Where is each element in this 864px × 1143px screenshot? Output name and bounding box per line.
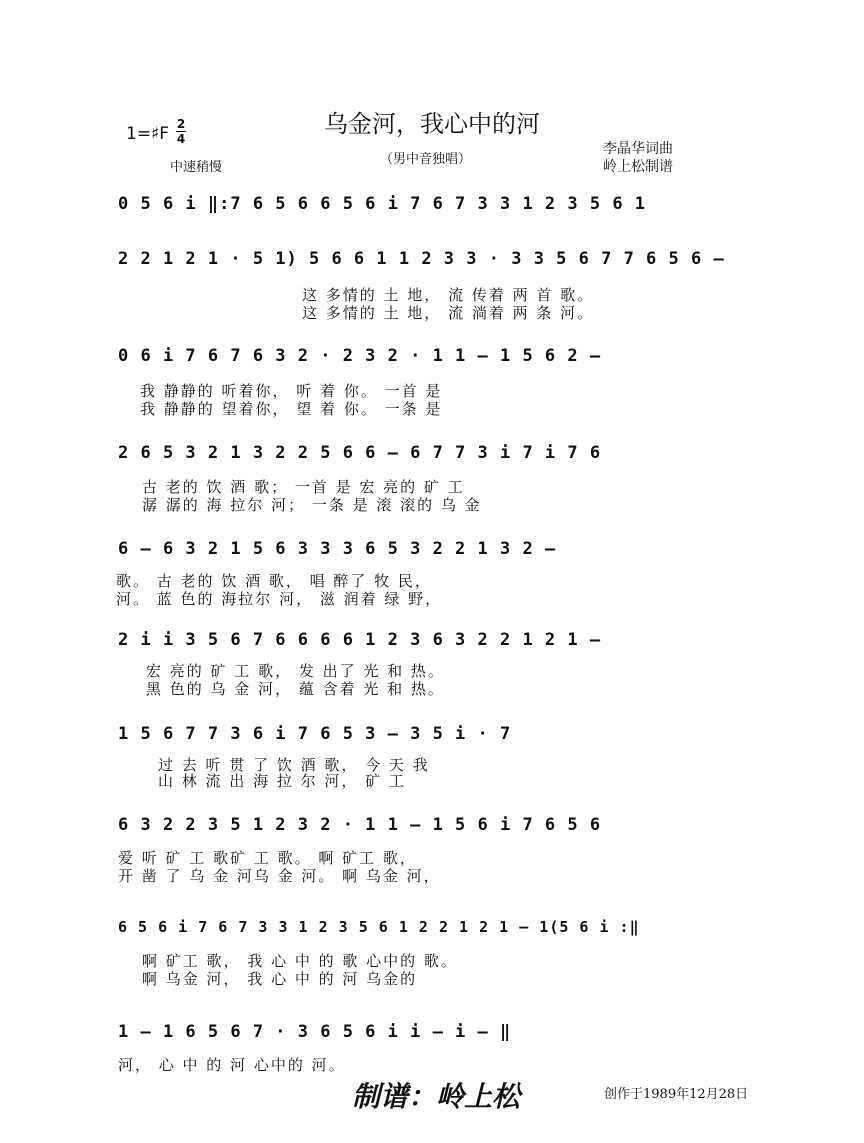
lyric-verse-2: 黑 色的 乌 金 河， 蕴 含着 光 和 热。	[146, 680, 445, 698]
notes-line: 2 i i 3 5 6 7 6 6 6 6 1 2 3 6 3 2 2 1 2 1 –	[118, 630, 602, 650]
lyric-verse-1: 过 去 听 贯 了 饮 酒 歌， 今 天 我	[158, 756, 430, 774]
lyric-verse-1: 宏 亮的 矿 工 歌， 发 出了 光 和 热。	[146, 662, 445, 680]
song-title: 乌金河，我心中的河	[324, 110, 540, 138]
tempo-marking: 中速稍慢	[170, 160, 223, 175]
notes-line: 0 6 i 7 6 7 6 3 2 · 2 3 2 · 1 1 – 1 5 6 2 –	[118, 346, 602, 366]
transcriber-credit: 岭上松制谱	[603, 159, 673, 175]
key-signature: 1=♯F	[126, 124, 170, 144]
staff-row	[112, 918, 752, 948]
notes-line: 2 6 5 3 2 1 3 2 2 5 6 6 – 6 7 7 3 i 7 i 7 6	[118, 443, 602, 463]
lyric-verse-2: 河。 蓝 色的 海拉尔 河， 滋 润着 绿 野，	[116, 590, 443, 608]
lyric-verse-2: 开 凿 了 乌 金 河乌 金 河。 啊 乌金 河，	[118, 867, 441, 885]
staff-row	[112, 724, 752, 754]
lyric-verse-1: 爱 听 矿 工 歌矿 工 歌。 啊 矿工 歌，	[118, 849, 417, 867]
time-signature-top: 2	[176, 117, 186, 131]
lyric-verse-1: 这 多情的 土 地， 流 传着 两 首 歌。	[302, 286, 595, 304]
staff-row	[112, 249, 752, 279]
lyric-verse-2: 潺 潺的 海 拉尔 河； 一条 是 滚 滚的 乌 金	[142, 496, 482, 514]
composition-date: 创作于1989年12月28日	[604, 1087, 749, 1102]
lyric-verse-1: 古 老的 饮 酒 歌； 一首 是 宏 亮的 矿 工	[142, 478, 465, 496]
staff-row	[112, 815, 752, 845]
notes-line: 1 5 6 7 7 3 6 i 7 6 5 3 – 3 5 i · 7	[118, 724, 512, 744]
staff-row	[112, 194, 752, 224]
staff-row	[112, 539, 752, 569]
staff-row	[112, 1022, 752, 1052]
notes-line: 2 2 1 2 1 · 5 1) 5 6 6 1 1 2 3 3 · 3 3 5 6 7 7 6 5 6 –	[118, 249, 725, 269]
notes-line: 6 3 2 2 3 5 1 2 3 2 · 1 1 – 1 5 6 i 7 6 5 6	[118, 815, 602, 835]
staff-row	[112, 630, 752, 660]
lyric-verse-2: 这 多情的 土 地， 流 淌着 两 条 河。	[302, 304, 595, 322]
staff-row	[112, 443, 752, 473]
lyric-verse-1: 啊 矿工 歌， 我 心 中 的 歌 心中的 歌。	[142, 952, 458, 970]
lyric-verse-2: 山 林 流 出 海 拉 尔 河， 矿 工	[158, 772, 406, 790]
notes-line: 6 – 6 3 2 1 5 6 3 3 3 6 5 3 2 2 1 3 2 –	[118, 539, 557, 559]
signature: 制谱：岭上松	[352, 1080, 521, 1113]
time-signature	[176, 118, 186, 145]
lyric-verse-2: 我 静静的 望着你， 望 着 你。 一条 是	[140, 400, 443, 418]
lyric-verse-1: 歌。 古 老的 饮 酒 歌， 唱 醉了 牧 民，	[116, 572, 432, 590]
lyric-verse-1: 我 静静的 听着你， 听 着 你。 一首 是	[140, 382, 443, 400]
song-subtitle: （男中音独唱）	[380, 152, 472, 167]
notes-line: 6 5 6 i 7 6 7 3 3 1 2 3 5 6 1 2 2 1 2 1 – 1(5 6 i :‖	[118, 918, 640, 936]
lyric-verse-2: 啊 乌金 河， 我 心 中 的 河 乌金的	[142, 970, 418, 988]
lyric-verse-1: 河， 心 中 的 河 心中的 河。	[118, 1056, 346, 1074]
composer-credit: 李晶华词曲	[603, 141, 673, 157]
notes-line: 0 5 6 i ‖:7 6 5 6 6 5 6 i 7 6 7 3 3 1 2 3 5 6 1	[118, 194, 647, 214]
notes-line: 1 – 1 6 5 6 7 · 3 6 5 6 i i – i – ‖	[118, 1022, 512, 1042]
time-signature-bottom: 4	[176, 132, 186, 146]
staff-row	[112, 346, 752, 376]
